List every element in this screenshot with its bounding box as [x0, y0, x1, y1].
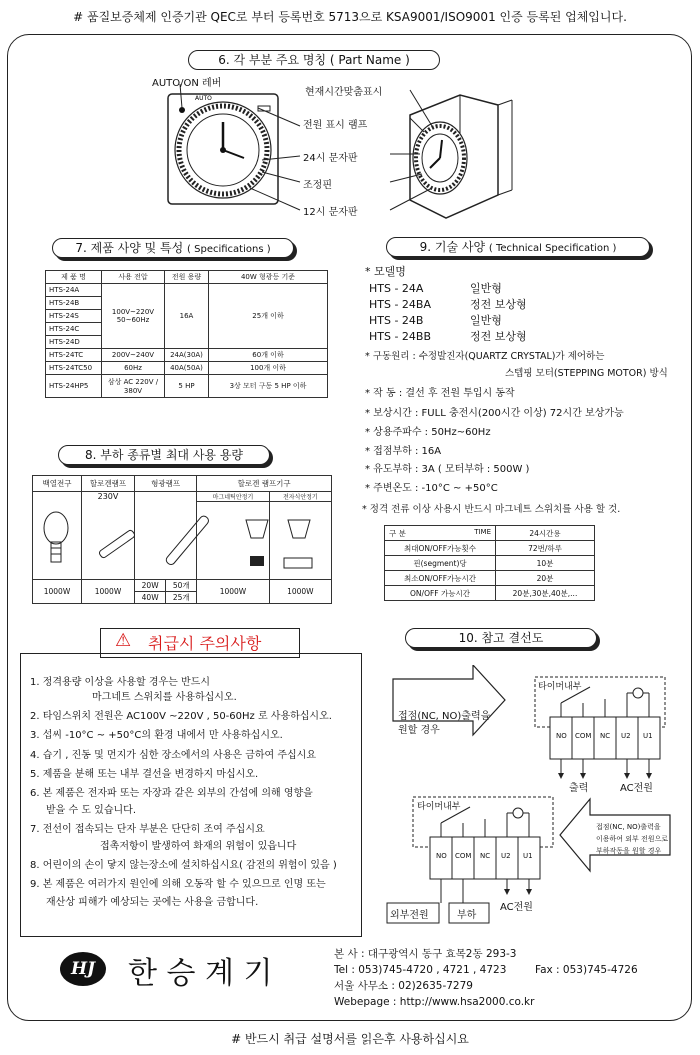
- caution-item: 6. 본 제품은 전자파 또는 자장과 같은 외부의 간섭에 의해 영향을: [30, 788, 313, 799]
- model-row: HTS - 24B: [369, 314, 424, 327]
- ac-power-label-lower: AC전원: [500, 902, 533, 913]
- caution-item: 7. 전선이 접속되는 단자 부분은 단단히 조여 주십시요: [30, 824, 265, 835]
- contact-load: * 접점부하 : 16A: [365, 446, 442, 457]
- terminal-nc: NC: [600, 732, 611, 740]
- inductive-load: * 유도부하 : 3A ( 모터부하 : 500W ): [365, 464, 530, 475]
- company-webpage: Webepage : http://www.hsa2000.co.kr: [334, 996, 535, 1008]
- current-time-mark-label: 현재시간맞춤표시: [305, 87, 383, 98]
- frequency: * 상용주파수 : 50Hz~60Hz: [365, 427, 491, 438]
- terminal-com: COM: [455, 852, 472, 860]
- company-logo: [60, 952, 106, 986]
- model-desc: 일반형: [470, 314, 502, 327]
- certification-note: # 품질보증체제 인증기관 QEC로 부터 등록번호 5713으로 KSA9001/ISO9001 인증 등록된 업체입니다.: [73, 10, 627, 24]
- timer-internal-label-lower: 타이머내부: [417, 802, 461, 812]
- model-desc: 일반형: [470, 282, 502, 295]
- terminal-com: COM: [575, 732, 592, 740]
- dial-24h-label: 24시 문자판: [303, 153, 358, 164]
- company-hq: 본 사 : 대구광역시 동구 효목2동 293-3: [334, 948, 517, 960]
- caution-item: 접촉저항이 발생하여 화재의 위험이 있읍니다: [100, 841, 297, 852]
- caution-item: 마그네트 스위치를 사용하십시오.: [92, 692, 237, 703]
- auto-on-lever-label: AUTO/ON 레버: [152, 78, 222, 89]
- right-note: 접점(NC, NO)출력을: [596, 823, 661, 831]
- specifications-title: 7. 제품 사양 및 특성 ( Specifications ): [52, 238, 294, 258]
- company-fax: Fax : 053)745-4726: [535, 964, 638, 976]
- drive-principle: * 구동원리 : 수정발진자(QUARTZ CRYSTAL)가 제어하는: [365, 351, 605, 362]
- external-power-label: 외부전원: [390, 910, 429, 921]
- model-desc: 정전 보상형: [470, 330, 527, 343]
- terminal-no: NO: [556, 732, 567, 740]
- output-label: 출력: [569, 783, 589, 794]
- wiring-title: 10. 참고 결선도: [405, 628, 597, 648]
- terminal-u2: U2: [501, 852, 511, 860]
- load-label: 부하: [457, 910, 477, 921]
- drive-principle-2: 스텝핑 모터(STEPPING MOTOR) 방식: [505, 368, 668, 379]
- rating-note: * 정격 전류 이상 사용시 반드시 마그네트 스위치를 사용 할 것.: [362, 504, 621, 515]
- caution-item: 1. 정격용량 이상을 사용할 경우는 반드시: [30, 677, 210, 688]
- power-lamp-label: 전원 표시 램프: [303, 120, 368, 131]
- terminal-u1: U1: [643, 732, 653, 740]
- right-note-3: 부하작동을 원할 경우: [596, 847, 662, 855]
- caution-item: 5. 제품을 분해 또는 내부 결선을 변경하지 마십시오.: [30, 769, 259, 780]
- footer-note: # 반드시 취급 설명서를 읽은후 사용하십시요: [231, 1032, 469, 1046]
- caution-item: 9. 본 제품은 여러가지 원인에 의해 오동작 할 수 있으므로 인명 또는: [30, 879, 326, 890]
- logo-text: HJ: [70, 959, 96, 979]
- part-name-title: 6. 각 부분 주요 명칭 ( Part Name ): [188, 50, 440, 70]
- right-note-2: 이용하여 외부 전원으로: [596, 835, 669, 843]
- time-table: 구 분 TIME 24시간용 최대ON/OFF가능횟수 72번/하루 핀(segment)당 10분 최소ON/OFF가능시간 20분 ON/OFF 가능시간 20분,30분,40분,...: [384, 525, 595, 601]
- terminal-nc: NC: [480, 852, 491, 860]
- dial-12h-label: 12시 문자판: [303, 207, 358, 218]
- caution-item: 4. 습기 , 진동 및 먼지가 심한 장소에서의 사용은 금하여 주십시요: [30, 750, 317, 761]
- compensation: * 보상시간 : FULL 충전시(200시간 이상) 72시간 보상가능: [365, 408, 624, 419]
- model-label: * 모델명: [365, 265, 406, 278]
- caution-item: 2. 타임스위치 전원은 AC100V ~220V , 50-60Hz 로 사용하십시오.: [30, 711, 332, 722]
- contact-output-label: 접점(NC, NO)출력을: [398, 711, 491, 722]
- operation: * 작 동 : 결선 후 전원 투입시 동작: [365, 388, 515, 399]
- terminal-no: NO: [436, 852, 447, 860]
- spec-table: 제 품 명 사용 전압 전원 용량 40W 형광등 기준 HTS-24A 100V~220V 50~60Hz 16A 25개 이하 HTS-24B HTS-24S HTS-24C HTS-24D HTS-24TC 200V~240V 24A(30A) 60개 이하 HTS-24TC50 60Hz 40A(50A) 100개 이하 HTS-24HP5 삼상 AC 220V / 380V 5 HP 3상 모터 구동 5 HP 이하: [45, 270, 328, 398]
- model-row: HTS - 24A: [369, 282, 424, 295]
- contact-output-label-2: 원할 경우: [398, 725, 440, 736]
- load-illustrations: [32, 500, 332, 582]
- timer-internal-label-upper: 타이머내부: [538, 682, 582, 692]
- company-seoul-office: 서울 사무소 : 02)2635-7279: [334, 980, 473, 992]
- terminal-u1: U1: [523, 852, 533, 860]
- caution-title: 취급시 주의사항: [148, 634, 262, 653]
- caution-item: 받을 수 도 있습니다.: [46, 805, 136, 816]
- caution-item: 재산상 피해가 예상되는 곳에는 사용을 금합니다.: [46, 897, 259, 908]
- caution-item: 3. 섭씨 -10°C ~ +50°C의 환경 내에서 만 사용하십시오.: [30, 730, 283, 741]
- load-capacity-title: 8. 부하 종류별 최대 사용 용량: [58, 445, 270, 465]
- model-desc: 정전 보상형: [470, 298, 527, 311]
- ac-power-label-upper: AC전원: [620, 783, 653, 794]
- load-table: 백열전구 할로겐램프 형광램프 할로겐 램프기구 230V 마그네틱안정기 전자식안정기 1000W 1000W 20W 50개 1000W 1000W 40W 25개: [32, 475, 332, 604]
- caution-item: 8. 어린이의 손이 닿지 않는장소에 설치하십시요( 감전의 위험이 있음 ): [30, 860, 337, 871]
- svg-text:AUTO: AUTO: [195, 95, 212, 102]
- ambient-temp: * 주변온도 : -10°C ~ +50°C: [365, 483, 498, 494]
- terminal-u2: U2: [621, 732, 631, 740]
- company-name: 한 승 계 기: [128, 956, 273, 991]
- adjust-pin-label: 조정핀: [303, 180, 332, 191]
- warning-icon: ⚠: [115, 630, 132, 651]
- model-row: HTS - 24BA: [369, 298, 432, 311]
- technical-spec-title: 9. 기술 사양 ( Technical Specification ): [386, 237, 650, 257]
- company-tel: Tel : 053)745-4720 , 4721 , 4723: [334, 964, 507, 976]
- model-row: HTS - 24BB: [369, 330, 432, 343]
